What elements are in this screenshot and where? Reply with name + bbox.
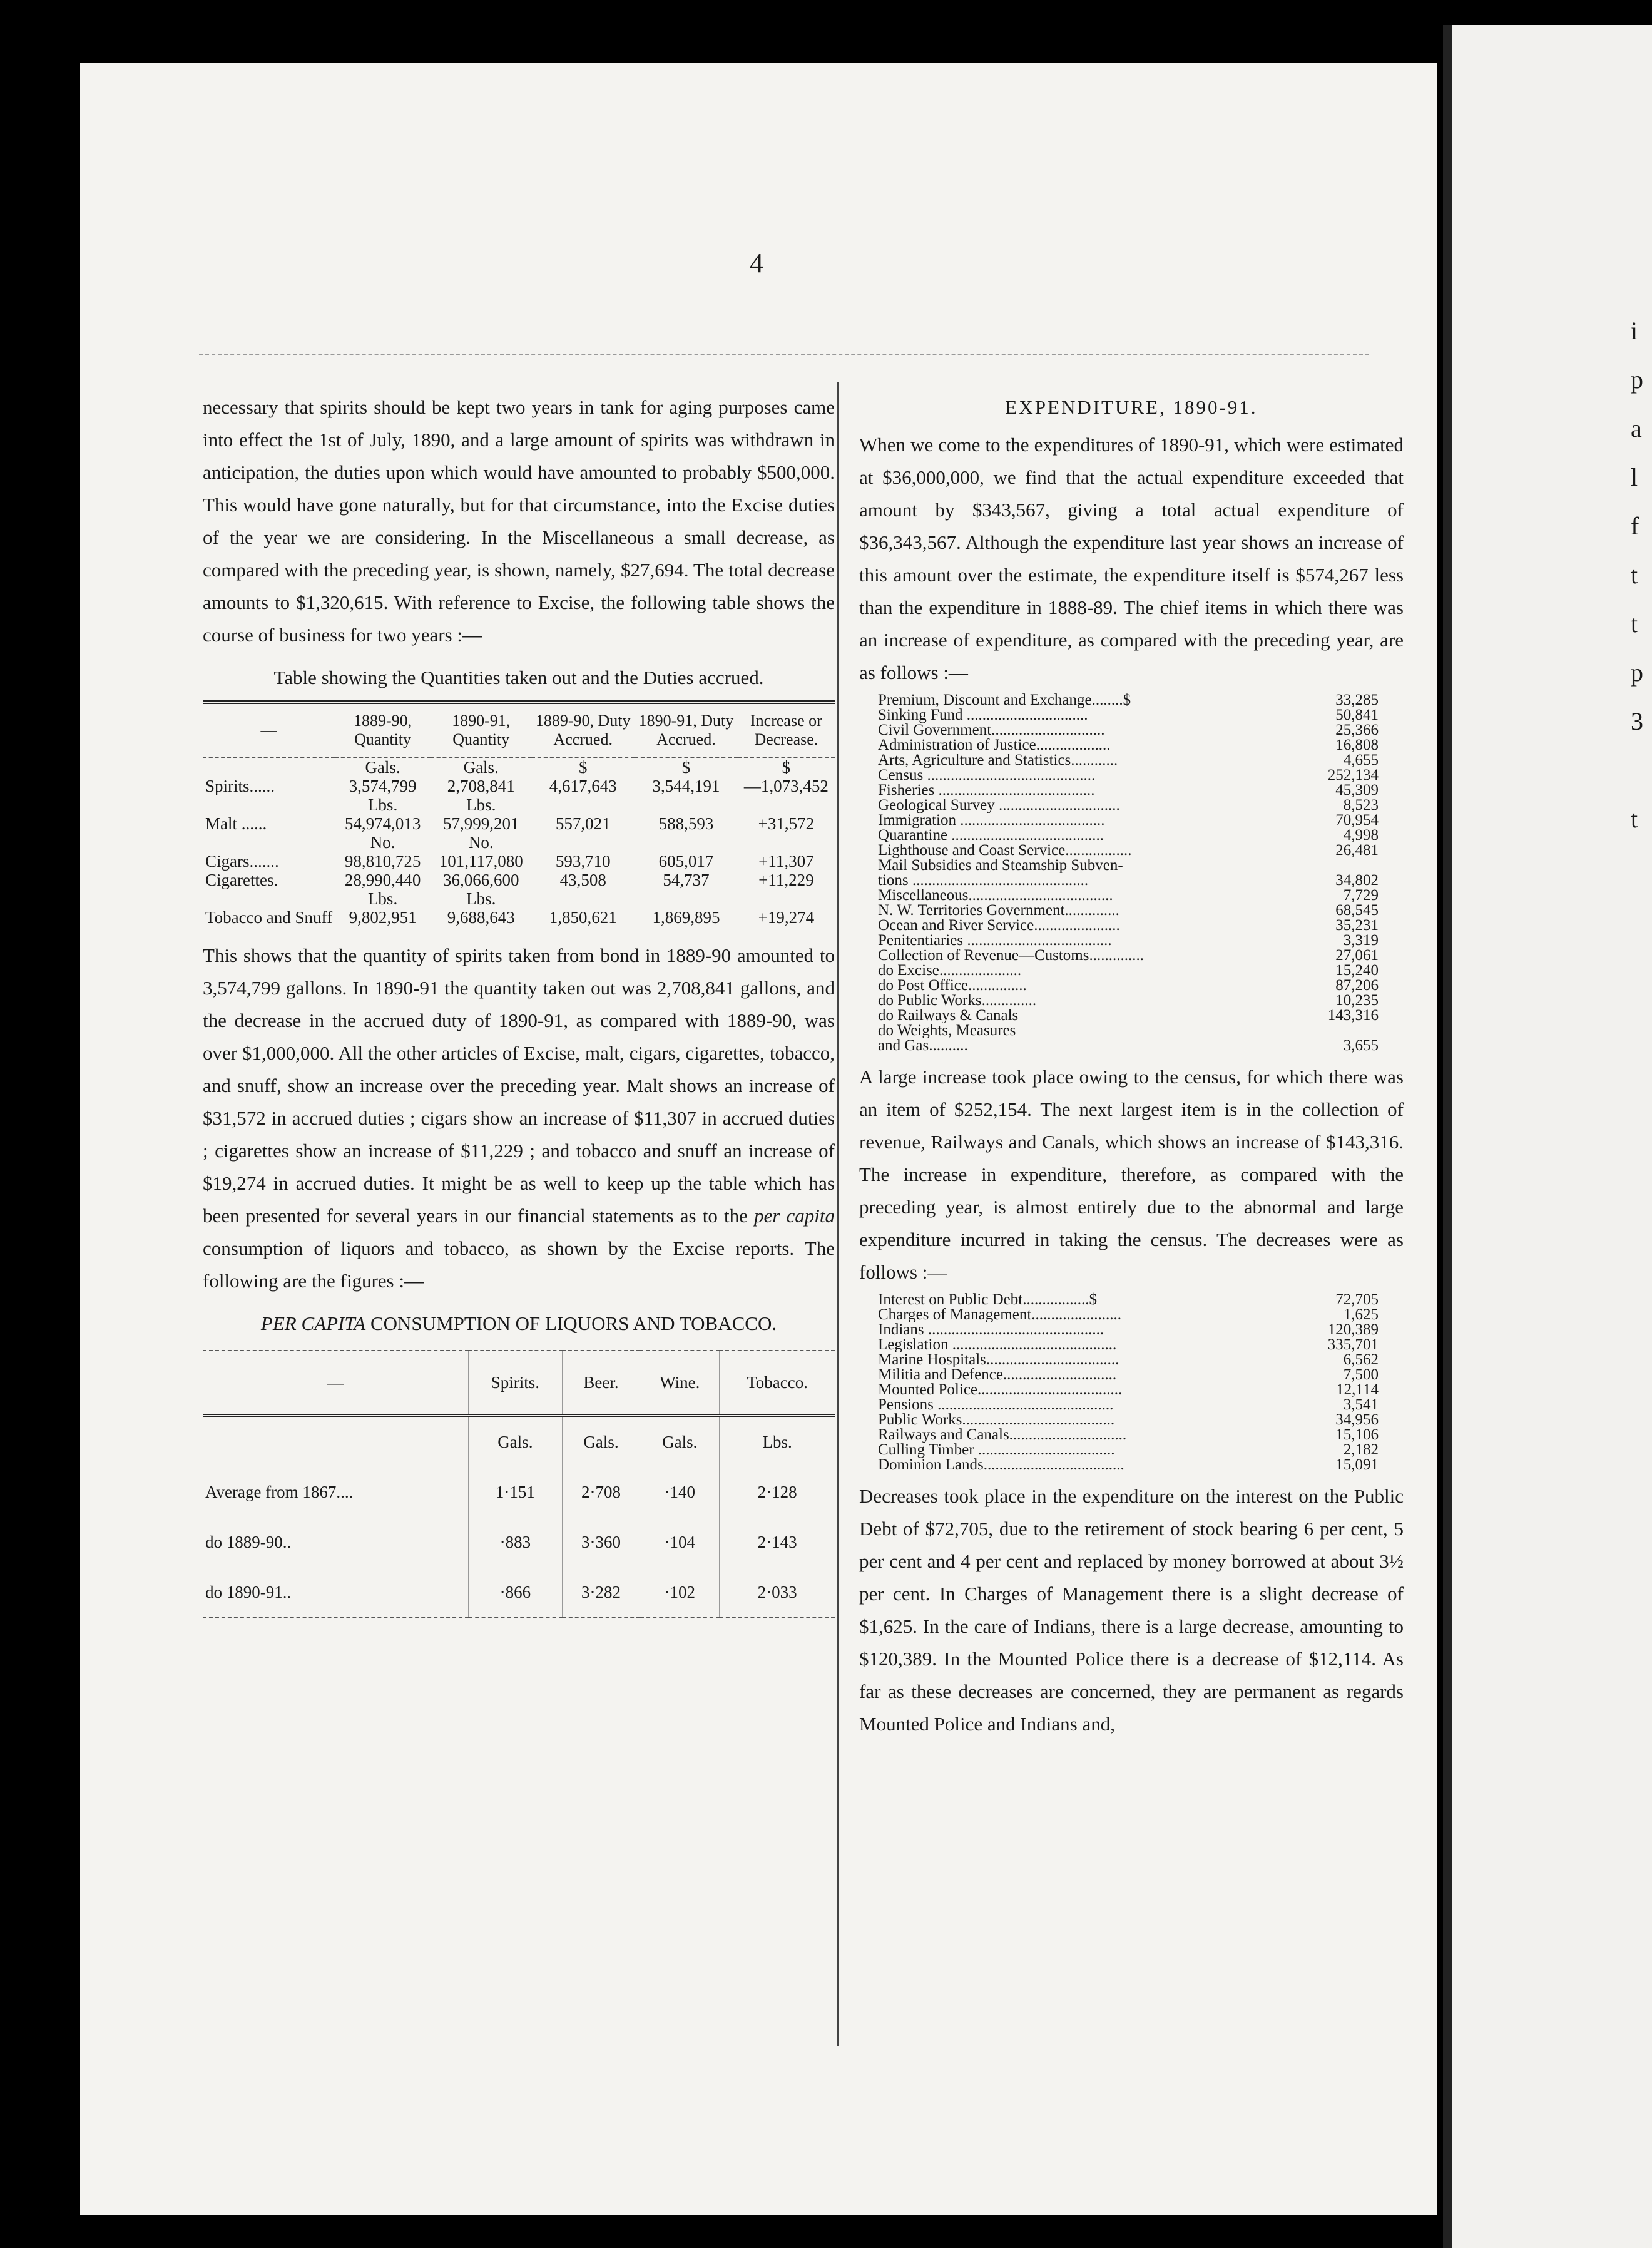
adjacent-page-letter: i: [1631, 317, 1638, 345]
table-row: [203, 1567, 835, 1618]
adjacent-page-letter: [1631, 746, 1649, 795]
increases-list: [878, 693, 1379, 1053]
list-item: [878, 828, 1379, 843]
adjacent-page-letter: p: [1631, 365, 1643, 394]
list-item: [878, 813, 1379, 828]
adjacent-page-letter: a: [1631, 414, 1642, 442]
table1-header-cell: 1890-91, Duty Accrued.: [635, 702, 738, 757]
table1-unit-cell: Gals.: [463, 758, 499, 777]
table2-cell: 2·033: [720, 1567, 835, 1618]
list-item-label: Mail Subsidies and Steamship Subven-: [878, 858, 1123, 873]
list-item-label: Dominion Lands....................................: [878, 1458, 1124, 1473]
list-item-label: and Gas..........: [878, 1038, 968, 1053]
table1-cell-inc: +19,274: [758, 908, 815, 927]
table2-cell: 1·151: [469, 1467, 563, 1517]
per-capita-italic: per capita: [754, 1205, 835, 1227]
list-item-label: do Railways & Canals: [878, 1008, 1019, 1023]
list-item-value: 252,134: [1327, 767, 1379, 784]
list-item-value: 87,206: [1335, 977, 1379, 994]
table1-cell-d2: 605,017: [658, 852, 714, 871]
list-item-value: 1,625: [1343, 1306, 1379, 1323]
table1-cell-d2: 54,737: [663, 871, 710, 889]
table1-cell-d2: 3,544,191: [652, 777, 720, 795]
table2-header-cell: —: [203, 1351, 469, 1416]
list-item-value: 15,091: [1335, 1456, 1379, 1473]
table-row: [203, 1517, 835, 1567]
left-paragraph-1: necessary that spirits should be kept two years in tank for aging purposes came into effect the 1st of July, 1890, and a large amount of spirits was withdrawn in anticipation, the duties upon which would have amounted to probably $500,000. This would have gone naturally, but for that circumstance, into the Excise duties of the year we are considering. In the Miscellaneous a small decrease, as compared with the preceding year, is shown, namely, $27,694. The total decrease amounts to $1,320,615. With reference to Excise, the following table shows the course of business for two years :—: [203, 396, 835, 646]
list-item-value: 15,240: [1335, 962, 1379, 979]
table2-cell: do 1890-91..: [203, 1567, 469, 1618]
list-item: [878, 1367, 1379, 1382]
left-paragraph-2-text: This shows that the quantity of spirits taken from bond in 1889-90 amounted to 3,574,799 gallons. In 1890-91 the quantity taken out was 2,708,841 gallons, and the decrease in the accrued duty of 1890-91, as compared with 1889-90, was over $1,000,000. All the other articles of Excise, malt, cigars, cigarettes, tobacco, and snuff, show an increase over the preceding year. Malt shows an increase of $31,572 in accrued duties ; cigars show an increase of $11,307 in accrued duties ; cigarettes show an increase of $11,229 ; and tobacco and snuff an increase of $19,274 in accrued duties. It might be as well to keep up the table which has been presented for several years in our financial statements as to the: [203, 944, 835, 1227]
table1-cell-q1: No.: [370, 833, 395, 852]
table1-cell-label: Tobacco and Snuff: [205, 908, 333, 927]
table1-cell-inc: [738, 833, 835, 852]
table1-cell-d1: 43,508: [559, 871, 606, 889]
table1-cell-q2: 57,999,201: [442, 814, 519, 833]
table2-cell: ·104: [640, 1517, 720, 1567]
page-spine: [1443, 25, 1452, 2248]
list-item-value: 7,500: [1343, 1366, 1379, 1383]
list-item-value: 34,956: [1335, 1411, 1379, 1428]
list-item-value: 8,523: [1343, 797, 1379, 814]
table2-units-row: [203, 1416, 835, 1468]
list-item-value: 70,954: [1335, 812, 1379, 829]
table2-cell: ·866: [469, 1567, 563, 1618]
list-item: [878, 693, 1379, 708]
quantities-table: [203, 700, 835, 927]
list-item: [878, 768, 1379, 783]
list-item: [878, 738, 1379, 753]
table1-cell-label: Malt ......: [205, 814, 267, 833]
table1-header-cell: —: [203, 702, 335, 757]
table1-cell-q2: Lbs.: [466, 889, 496, 908]
table1-unit-cell: $: [681, 758, 691, 777]
table1-cell-q1: Lbs.: [367, 889, 398, 908]
left-paragraph-2: [203, 939, 835, 1297]
list-item-value: 3,655: [1343, 1037, 1379, 1054]
table1-cell-label: [203, 833, 335, 852]
table-row: [203, 871, 835, 889]
table2-header-cell: Spirits.: [469, 1351, 563, 1416]
list-item-label: tions .............................................: [878, 873, 1089, 888]
table2-cell: 2·143: [720, 1517, 835, 1567]
list-item-label: Geological Survey ...............................: [878, 798, 1120, 813]
list-item-label: Culling Timber ...................................: [878, 1443, 1115, 1458]
table1-cell-d2: [635, 795, 738, 814]
right-paragraph-1: When we come to the expenditures of 1890-91, which were estimated at $36,000,000, we find that the actual expenditure exceeded that amount by $343,567, giving a total actual expenditure of $36,343,567. Although the expenditure last year shows an increase of this amount over the estimate, the expenditure itself is $574,267 less than the expenditure in 1888-89. The chief items in which there was an increase of expenditure, as compared with the preceding year, are as follows :—: [859, 434, 1404, 683]
list-item-label: Legislation ..........................................: [878, 1337, 1117, 1352]
table1-cell-q2: 36,066,600: [442, 871, 519, 889]
list-item: [878, 1023, 1379, 1038]
list-item-value: 10,235: [1335, 992, 1379, 1009]
decreases-list: [878, 1292, 1379, 1473]
table1-unit-cell: Gals.: [365, 758, 400, 777]
table1-cell-d2: 1,869,895: [652, 908, 720, 927]
table1-cell-q1: 28,990,440: [344, 871, 421, 889]
table-row: [203, 814, 835, 833]
adjacent-page-letters: [1631, 307, 1649, 844]
list-item-value: 4,998: [1343, 827, 1379, 844]
table1-header-cell: 1889-90, Quantity: [335, 702, 431, 757]
table2-unit-cell: Gals.: [469, 1416, 563, 1468]
list-item: [878, 1322, 1379, 1337]
adjacent-page-letter: t: [1631, 805, 1638, 833]
list-item-label: Marine Hospitals..................................: [878, 1352, 1119, 1367]
table-row: [203, 777, 835, 795]
table1-cell-d2: [635, 889, 738, 908]
list-item-value: 68,545: [1335, 902, 1379, 919]
table1-cell-inc: [738, 795, 835, 814]
list-item-label: Census ...........................................: [878, 768, 1096, 783]
list-item: [878, 753, 1379, 768]
list-item: [878, 843, 1379, 858]
table1-cell-d1: 557,021: [555, 814, 611, 833]
table1-cell-inc: +11,229: [758, 871, 814, 889]
list-item: [878, 1458, 1379, 1473]
table1-cell-d1: 4,617,643: [549, 777, 617, 795]
list-item-value: 26,481: [1335, 842, 1379, 859]
list-item-label: Railways and Canals..............................: [878, 1428, 1127, 1443]
table2-cell: 2·708: [562, 1467, 640, 1517]
table1-cell-d2: [635, 833, 738, 852]
table1-cell-d1: [531, 833, 635, 852]
header-rule: [199, 354, 1369, 355]
list-item-label: Sinking Fund ...............................: [878, 708, 1088, 723]
table2-title: [203, 1307, 835, 1340]
table1-cell-q1: 98,810,725: [344, 852, 421, 871]
table1-cell-d1: 1,850,621: [549, 908, 617, 927]
list-item-value: 15,106: [1335, 1426, 1379, 1443]
adjacent-page-letter: t: [1631, 561, 1638, 589]
list-item-value: 50,841: [1335, 707, 1379, 723]
list-item-label: Public Works.......................................: [878, 1413, 1115, 1428]
list-item: [878, 903, 1379, 918]
list-item-value: 120,389: [1327, 1321, 1379, 1338]
adjacent-page-letter: l: [1631, 463, 1638, 491]
table1-cell-label: [203, 889, 335, 908]
table2-header-cell: Wine.: [640, 1351, 720, 1416]
list-item-label: do Weights, Measures: [878, 1023, 1016, 1038]
table2-unit-cell: Gals.: [640, 1416, 720, 1468]
list-item-label: Arts, Agriculture and Statistics............: [878, 753, 1118, 768]
list-item: [878, 1292, 1379, 1307]
list-item-value: 34,802: [1335, 872, 1379, 889]
list-item: [878, 1337, 1379, 1352]
table2-unit-cell: Lbs.: [720, 1416, 835, 1468]
list-item-value: 25,366: [1335, 722, 1379, 738]
document-page: [80, 63, 1437, 2215]
list-item-value: 335,701: [1327, 1336, 1379, 1353]
table2-cell: ·140: [640, 1467, 720, 1517]
page-number: 4: [750, 248, 763, 278]
table1-cell-label: Cigars.......: [205, 852, 279, 871]
table2-cell: 3·360: [562, 1517, 640, 1567]
list-item-label: Mounted Police.....................................: [878, 1382, 1123, 1397]
table1-cell-d1: 593,710: [555, 852, 611, 871]
table1-units-row: [203, 757, 835, 777]
list-item: [878, 1428, 1379, 1443]
list-item: [878, 978, 1379, 993]
table1-cell-d2: 588,593: [658, 814, 714, 833]
table2-header-cell: Tobacco.: [720, 1351, 835, 1416]
list-item-label: Administration of Justice...................: [878, 738, 1111, 753]
table2-title-italic: PER CAPITA: [260, 1312, 366, 1334]
list-item-value: 27,061: [1335, 947, 1379, 964]
list-item: [878, 993, 1379, 1008]
list-item-label: do Post Office...............: [878, 978, 1027, 993]
list-item: [878, 1443, 1379, 1458]
table1-cell-q1: 9,802,951: [349, 908, 417, 927]
list-item-label: N. W. Territories Government..............: [878, 903, 1119, 918]
table1-cell-inc: [738, 889, 835, 908]
list-item: [878, 1307, 1379, 1322]
table1-unit-cell: $: [782, 758, 791, 777]
table-row: [203, 795, 835, 814]
table2-unit-cell: Gals.: [562, 1416, 640, 1468]
table1-cell-q2: 9,688,643: [447, 908, 515, 927]
table1-cell-label: Cigarettes.: [205, 871, 278, 889]
list-item-value: 33,285: [1335, 692, 1379, 708]
table1-cell-inc: +31,572: [758, 814, 815, 833]
list-item-value: 2,182: [1343, 1441, 1379, 1458]
list-item-label: Immigration .....................................: [878, 813, 1105, 828]
table2-cell: 2·128: [720, 1467, 835, 1517]
table1-cell-label: [203, 795, 335, 814]
list-item: [878, 1413, 1379, 1428]
list-item-value: 3,319: [1343, 932, 1379, 949]
right-column: [859, 391, 1404, 1740]
list-item: [878, 798, 1379, 813]
list-item-value: 6,562: [1343, 1351, 1379, 1368]
list-item-value: [1310, 858, 1379, 873]
list-item: [878, 963, 1379, 978]
table1-cell-q1: 54,974,013: [344, 814, 421, 833]
adjacent-page-letter: 3: [1631, 707, 1643, 735]
table1-cell-q2: 101,117,080: [439, 852, 523, 871]
table1-title: Table showing the Quantities taken out and the Duties accrued.: [273, 667, 764, 688]
list-item: [878, 1397, 1379, 1413]
list-item-value: 3,541: [1343, 1396, 1379, 1413]
list-item-value: 72,705: [1335, 1291, 1379, 1308]
list-item: [878, 1382, 1379, 1397]
list-item-label: Indians .............................................: [878, 1322, 1104, 1337]
list-item: [878, 873, 1379, 888]
table1-cell-q1: Lbs.: [367, 795, 398, 814]
table1-cell-q2: 2,708,841: [447, 777, 515, 795]
table1-cell-q2: Lbs.: [466, 795, 496, 814]
table1-cell-d1: [531, 889, 635, 908]
table2-cell: ·883: [469, 1517, 563, 1567]
table-row: [203, 889, 835, 908]
table1-cell-q1: 3,574,799: [349, 777, 417, 795]
list-item: [878, 888, 1379, 903]
table1-cell-d1: [531, 795, 635, 814]
list-item: [878, 723, 1379, 738]
list-item-label: Miscellaneous.....................................: [878, 888, 1113, 903]
column-divider: [837, 382, 839, 2046]
table1-header-cell: 1890-91, Quantity: [431, 702, 531, 757]
list-item: [878, 708, 1379, 723]
table2-cell: 3·282: [562, 1567, 640, 1618]
list-item-label: Ocean and River Service......................: [878, 918, 1120, 933]
adjacent-page-letter: f: [1631, 512, 1639, 540]
table-row: [203, 852, 835, 871]
table1-cell-label: Spirits......: [205, 777, 275, 795]
list-item-value: [1310, 1023, 1379, 1038]
list-item: [878, 933, 1379, 948]
table1-cell-q2: No.: [468, 833, 494, 852]
right-paragraph-2: A large increase took place owing to the census, for which there was an item of $252,154. The next largest item is in the collection of revenue, Railways and Canals, which shows an increase of $143,316. The increase in expenditure, therefore, as compared with the preceding year, is almost entirely due to the abnormal and large expenditure incurred in taking the census. The decreases were as follows :—: [859, 1066, 1404, 1283]
table1-unit-cell: [203, 757, 335, 777]
table-row: [203, 1467, 835, 1517]
list-item-label: Charges of Management.......................: [878, 1307, 1122, 1322]
table2-header-cell: Beer.: [562, 1351, 640, 1416]
list-item-label: Fisheries ........................................: [878, 783, 1095, 798]
list-item-label: Civil Government.............................: [878, 723, 1105, 738]
list-item-label: Collection of Revenue—Customs..............: [878, 948, 1144, 963]
table1-cell-inc: +11,307: [758, 852, 814, 871]
list-item: [878, 783, 1379, 798]
adjacent-page-letter: t: [1631, 610, 1638, 638]
table-row: [203, 908, 835, 927]
list-item-label: Lighthouse and Coast Service.................: [878, 843, 1132, 858]
list-item-value: 45,309: [1335, 782, 1379, 799]
per-capita-table: [203, 1350, 835, 1618]
list-item-value: 4,655: [1343, 752, 1379, 769]
table2-cell: Average from 1867....: [205, 1483, 354, 1501]
left-column: [203, 391, 835, 1628]
right-paragraph-3: Decreases took place in the expenditure on the interest on the Public Debt of $72,705, due to the retirement of stock bearing 6 per cent, 5 per cent and 4 per cent and replaced by money borrowed at about 3½ per cent. In Charges of Management there is a slight decrease of $1,625. In the care of Indians, there is a large decrease, amounting to $120,389. In the Mounted Police there is a decrease of $12,114. As far as these decreases are concerned, they are permanent as regards Mounted Police and Indians and,: [859, 1485, 1404, 1735]
expenditure-title: EXPENDITURE, 1890-91.: [1005, 396, 1258, 418]
table-row: [203, 833, 835, 852]
per-capita-table-header: [203, 1351, 835, 1416]
list-item-label: Premium, Discount and Exchange........$: [878, 693, 1131, 708]
list-item: [878, 1008, 1379, 1023]
table2-cell: do 1889-90..: [205, 1533, 292, 1551]
list-item-label: Interest on Public Debt.................$: [878, 1292, 1097, 1307]
left-paragraph-2-end: consumption of liquors and tobacco, as shown by the Excise reports. The following are the figures :—: [203, 1237, 835, 1292]
table1-cell-inc: —1,073,452: [743, 777, 829, 795]
list-item-value: 143,316: [1327, 1007, 1379, 1024]
list-item-label: Militia and Defence.............................: [878, 1367, 1117, 1382]
list-item-value: 35,231: [1335, 917, 1379, 934]
list-item-value: 12,114: [1336, 1381, 1379, 1398]
adjacent-page: [1443, 25, 1652, 2248]
table1-unit-cell: $: [578, 758, 588, 777]
table1-header-cell: 1889-90, Duty Accrued.: [531, 702, 635, 757]
list-item-label: Quarantine .......................................: [878, 828, 1104, 843]
quantities-table-header: [203, 702, 835, 757]
list-item-label: Pensions .............................................: [878, 1397, 1114, 1413]
list-item: [878, 858, 1379, 873]
table2-title-rest: CONSUMPTION OF LIQUORS AND TOBACCO.: [370, 1312, 777, 1334]
list-item: [878, 918, 1379, 933]
list-item-label: Penitentiaries .....................................: [878, 933, 1112, 948]
list-item: [878, 1352, 1379, 1367]
adjacent-page-letter: p: [1631, 658, 1643, 687]
list-item-label: do Public Works..............: [878, 993, 1037, 1008]
table2-unit-cell: [203, 1416, 469, 1468]
list-item: [878, 948, 1379, 963]
table2-cell: ·102: [640, 1567, 720, 1618]
table1-header-cell: Increase or Decrease.: [738, 702, 835, 757]
list-item: [878, 1038, 1379, 1053]
list-item-value: 16,808: [1335, 737, 1379, 754]
list-item-label: do Excise.....................: [878, 963, 1022, 978]
list-item-value: 7,729: [1343, 887, 1379, 904]
